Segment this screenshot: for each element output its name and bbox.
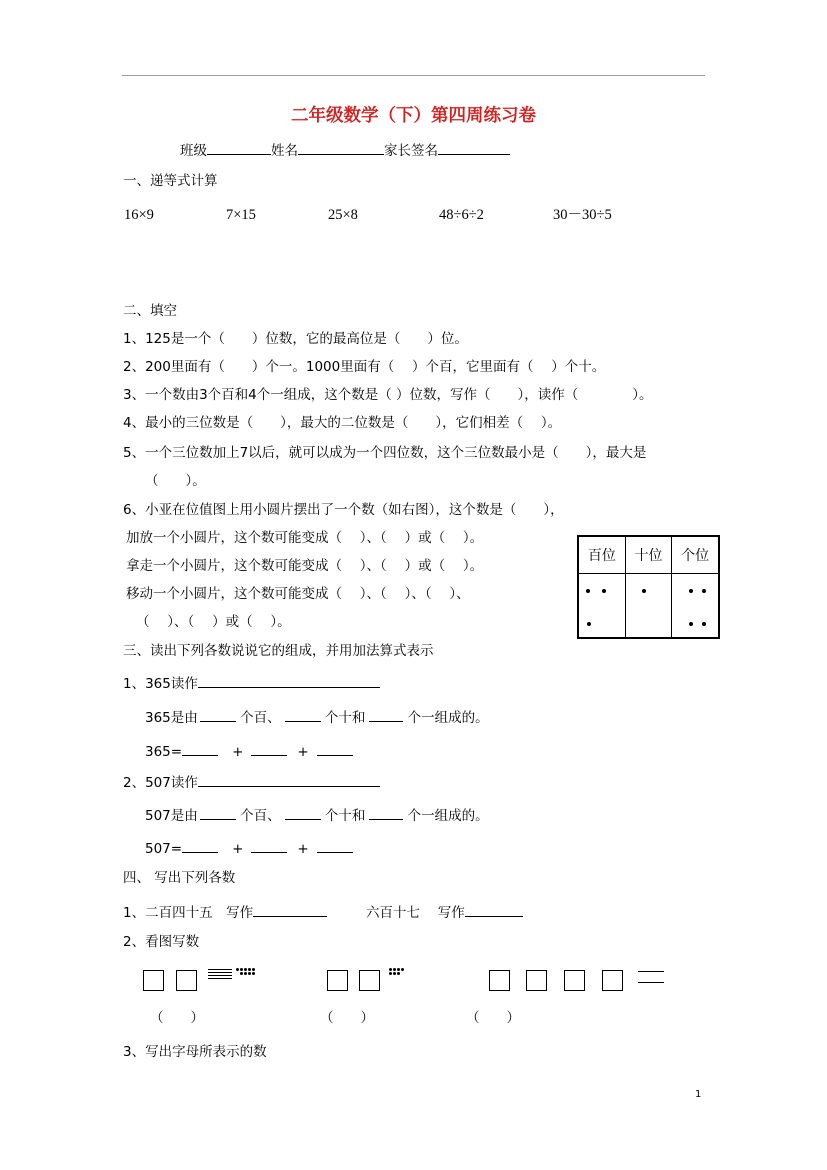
header-hundreds: 百位 [578,536,625,574]
one-dot [252,972,255,975]
fill-q6-line1: 6、小亚在位值图上用小圆片摆出了一个数（如右图），这个数是（ ）， [123,502,564,518]
one-dot [248,968,251,971]
problem-4: 48÷6÷2 [439,207,484,223]
parent-sign-label: 家长签名 [384,143,438,159]
problem-2: 7×15 [226,207,256,223]
fill-q4: 4、最小的三位数是（ ），最大的二位数是（ ），它们相差（ ）。 [123,415,562,431]
counter-dot [642,589,646,593]
write-245-field[interactable] [253,904,327,917]
hundreds-text: 个百、 [240,710,281,726]
addend-field[interactable] [317,840,353,853]
header-rule [122,75,705,76]
page-number: 1 [695,1089,702,1100]
hundreds-text: 个百、 [240,808,281,824]
page-title: 二年级数学（下）第四周练习卷 [291,106,536,126]
one-dot [244,972,247,975]
ten-stick [208,972,232,973]
one-dot [397,968,400,971]
sum-365-lhs: 365= [145,744,183,760]
fill-q6-line3: 拿走一个小圆片，这个数可能变成（ ）、（ ）或（ ）。 [126,558,484,574]
counter-dot [602,589,606,593]
one-dot [240,968,243,971]
hundreds-field[interactable] [200,709,236,722]
sum-507-lhs: 507= [145,841,183,857]
addend-field[interactable] [317,743,353,756]
one-dot [393,972,396,975]
one-dot [389,968,392,971]
plus-sign: + [297,841,309,857]
hundred-square [602,970,623,991]
ten-stick [638,971,664,972]
ones-field[interactable] [369,807,403,820]
read-365-line [123,675,380,692]
counter-dot [702,622,706,626]
class-label: 班级 [180,143,207,159]
hundred-square [176,970,197,991]
header-tens: 十位 [625,536,671,574]
ones-field[interactable] [369,709,403,722]
student-info [180,142,510,159]
header-ones: 个位 [672,536,719,574]
counter-dot [689,622,693,626]
ten-stick [208,975,232,976]
one-dot [240,972,243,975]
section-2-heading: 二、填空 [123,303,177,319]
write-617-label: 六百十七 写作 [366,905,465,921]
hundred-square [564,970,585,991]
read-365-label: 1、365读作 [123,676,198,692]
counter-dot [702,589,706,593]
counter-dot [586,589,590,593]
addend-field[interactable] [251,840,287,853]
plus-sign: + [297,744,309,760]
compose-507-line [145,807,489,824]
section-1-heading: 一、递等式计算 [123,173,218,189]
hundred-square [359,970,380,991]
answer-paren-3[interactable]: （ ） [466,1010,520,1026]
addend-field[interactable] [182,840,218,853]
compose-365-number: 365是由 [145,710,198,726]
hundreds-cell [578,574,625,639]
fill-q3: 3、一个数由3个百和4个一组成，这个数是（ ）位数，写作（ ），读作（ ）。 [123,387,653,403]
hundred-square [327,970,348,991]
hundreds-field[interactable] [200,807,236,820]
letter-number-heading: 3、写出字母所表示的数 [123,1044,267,1060]
ones-text: 个一组成的。 [407,710,489,726]
one-dot [401,968,404,971]
one-dot [389,972,392,975]
one-dot [244,968,247,971]
name-label: 姓名 [271,143,298,159]
read-507-field[interactable] [198,774,380,787]
write-617-line [366,904,523,921]
name-field[interactable] [298,142,384,155]
tens-field[interactable] [285,807,321,820]
tens-field[interactable] [285,709,321,722]
read-507-line [123,774,380,791]
read-picture-heading: 2、看图写数 [123,934,200,950]
counter-dot [587,622,591,626]
section-3-heading: 三、读出下列各数说说它的组成，并用加法算式表示 [123,643,434,659]
write-245-label: 1、二百四十五 写作 [123,905,254,921]
addend-field[interactable] [182,743,218,756]
fill-q6-line2: 加放一个小圆片，这个数可能变成（ ）、（ ）或（ ）。 [126,530,484,546]
ones-cell [672,574,719,639]
answer-paren-1[interactable]: （ ） [150,1010,204,1026]
compose-507-number: 507是由 [145,808,198,824]
plus-sign: + [232,744,244,760]
ones-text: 个一组成的。 [407,808,489,824]
ten-stick [208,969,232,970]
hundred-square [143,970,164,991]
parent-sign-field[interactable] [438,142,510,155]
hundred-square [489,970,510,991]
ten-stick [638,982,664,983]
fill-q5-line1: 5、一个三位数加上7以后，就可以成为一个四位数，这个三位数最小是（ ），最大是 [123,445,647,461]
one-dot [393,968,396,971]
fill-q6-line5: （ ）、（ ）或（ ）。 [136,614,291,630]
problem-5: 30－30÷5 [553,207,612,223]
fill-q1: 1、125是一个（ ）位数，它的最高位是（ ）位。 [123,331,468,347]
plus-sign: + [232,841,244,857]
one-dot [248,972,251,975]
sum-507-line [145,840,353,857]
answer-paren-2[interactable]: （ ） [320,1010,374,1026]
fill-q2: 2、200里面有（ ）个一。1000里面有（ ）个百，它里面有（ ）个十。 [123,359,606,375]
tens-text: 个十和 [324,808,366,824]
read-365-field[interactable] [198,675,380,688]
counter-dot [689,589,693,593]
compose-365-line [145,709,489,726]
fill-q6-line4: 移动一个小圆片，这个数可能变成（ ）、（ ）、（ ）、 [126,586,470,602]
fill-q5-line2: （ ）。 [145,473,206,489]
class-field[interactable] [207,142,271,155]
place-value-chart [577,535,720,639]
write-617-field[interactable] [465,904,523,917]
section-4-heading: 四、 写出下列各数 [123,870,236,886]
one-dot [236,968,239,971]
tens-text: 个十和 [324,710,366,726]
tens-cell [625,574,671,639]
addend-field[interactable] [251,743,287,756]
one-dot [252,968,255,971]
sum-365-line [145,743,353,760]
ten-stick [208,978,232,979]
hundred-square [526,970,547,991]
write-245-line [123,904,327,921]
problem-1: 16×9 [124,207,154,223]
read-507-label: 2、507读作 [123,775,198,791]
problem-3: 25×8 [328,207,358,223]
one-dot [397,972,400,975]
